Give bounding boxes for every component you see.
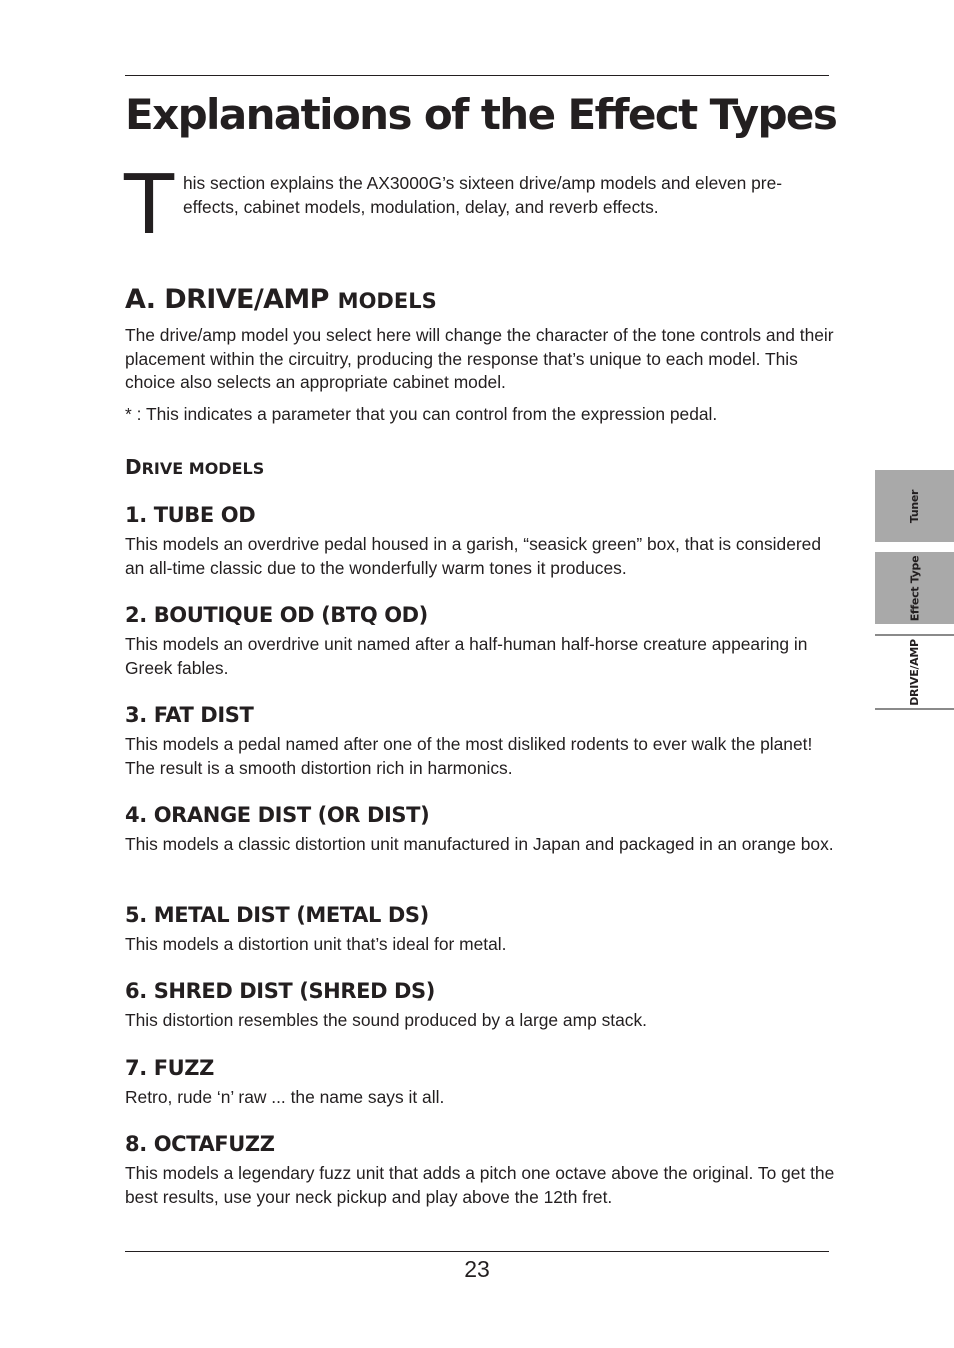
- model-description: Retro, rude ‘n’ raw ... the name says it all.: [125, 1087, 445, 1107]
- tab-drive-amp-label: DRIVE/AMP: [908, 638, 921, 706]
- model-description: This distortion resembles the sound produced by a large amp stack.: [125, 1010, 647, 1030]
- tab-effect-type-label: Effect Type: [908, 555, 921, 621]
- section-description: The drive/amp model you select here will change the character of the tone controls and their placement within the circuitry, producing the response that’s unique to each model. This choice also selects an appropriate cabinet model.: [125, 325, 834, 392]
- model-description: This models an overdrive unit named after a half-human half-horse creature appearing in Greek fables.: [125, 634, 808, 678]
- model-name: 2. BOUTIQUE OD (BTQ OD): [125, 603, 428, 627]
- section-heading-small: MODELS: [337, 289, 437, 313]
- bottom-rule: [125, 1251, 829, 1252]
- intro-drop-cap: T: [124, 158, 175, 253]
- model-description: This models a pedal named after one of the most disliked rodents to ever walk the planet! The result is a smooth distortion rich in harmonics.: [125, 734, 813, 778]
- tab-spacer: [875, 542, 954, 552]
- model-entry: [125, 801, 835, 857]
- top-rule: [125, 75, 829, 76]
- section-heading-main: A. DRIVE/AMP: [125, 284, 329, 315]
- model-entry: [125, 977, 835, 1033]
- model-description: This models a legendary fuzz unit that adds a pitch one octave above the original. To get the best results, use your neck pickup and play above the 12th fret.: [125, 1163, 835, 1207]
- model-description: This models a classic distortion unit manufactured in Japan and packaged in an orange box.: [125, 834, 834, 854]
- model-name: 4. ORANGE DIST (OR DIST): [125, 803, 430, 827]
- model-entry: [125, 1054, 835, 1110]
- model-entry: [125, 701, 835, 780]
- model-description: This models an overdrive pedal housed in a garish, “seasick green” box, that is considered an all-time classic due to the wonderfully warm tones it produces.: [125, 534, 821, 578]
- subsection-heading-rest: RIVE MODELS: [141, 459, 265, 478]
- expression-pedal-note: * : This indicates a parameter that you can control from the expression pedal.: [125, 404, 718, 424]
- model-name: 8. OCTAFUZZ: [125, 1132, 275, 1156]
- model-name: 5. METAL DIST (METAL DS): [125, 903, 429, 927]
- model-name: 6. SHRED DIST (SHRED DS): [125, 979, 435, 1003]
- section-heading: [125, 284, 437, 315]
- model-entry: [125, 1130, 835, 1209]
- model-name: 7. FUZZ: [125, 1056, 214, 1080]
- tab-tuner-label: Tuner: [908, 489, 921, 523]
- tab-tuner[interactable]: [875, 470, 954, 542]
- subsection-heading: [125, 455, 264, 479]
- tab-spacer: [875, 624, 954, 634]
- intro-text: his section explains the AX3000G’s sixteen drive/amp models and eleven pre-effects, cabinet models, modulation, delay, and reverb effects.: [183, 173, 783, 217]
- page-number: 23: [464, 1256, 490, 1282]
- page-title: Explanations of the Effect Types: [125, 90, 837, 139]
- subsection-heading-cap: D: [125, 455, 142, 479]
- model-entry: [125, 901, 835, 957]
- tab-effect-type[interactable]: [875, 552, 954, 624]
- model-description: This models a distortion unit that’s ideal for metal.: [125, 934, 507, 954]
- model-entry: [125, 601, 835, 680]
- model-name: 3. FAT DIST: [125, 703, 254, 727]
- model-name: 1. TUBE OD: [125, 503, 256, 527]
- tab-drive-amp[interactable]: [875, 634, 954, 710]
- model-entry: [125, 501, 835, 580]
- side-tabs: [875, 470, 954, 710]
